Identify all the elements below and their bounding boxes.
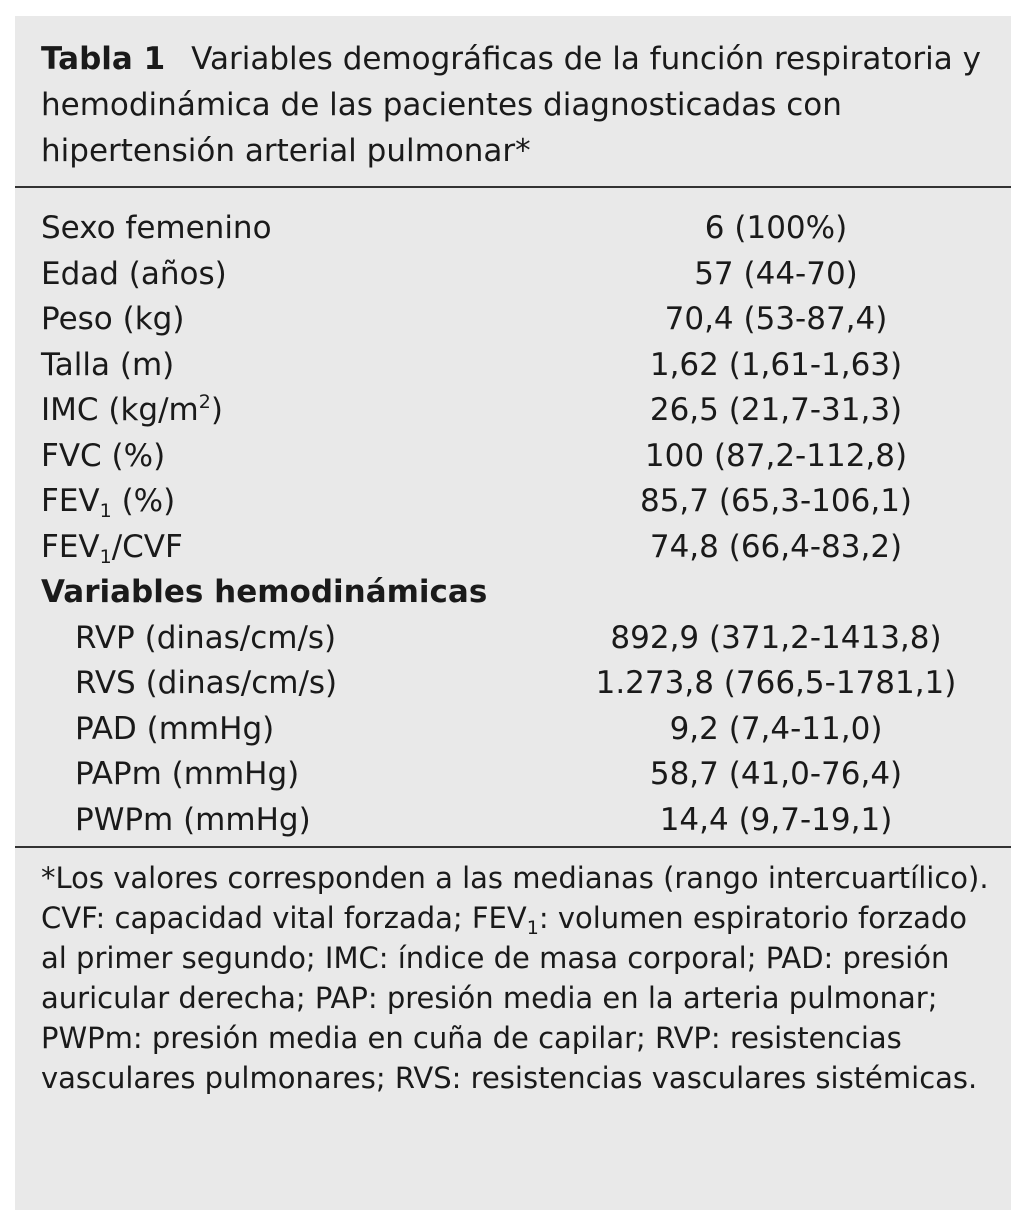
- row-label: Talla (m): [41, 346, 175, 383]
- row-label: PWPm (mmHg): [75, 801, 311, 838]
- row-value: 74,8 (66,4-83,2): [649, 528, 903, 565]
- row-label-text: IMC (kg/m: [41, 392, 199, 428]
- row-value: 1.273,8 (766,5-1781,1): [595, 665, 957, 701]
- row-value: 70,4 (53-87,4): [664, 301, 888, 337]
- subscript: 1: [99, 545, 112, 568]
- footer-rule: [15, 846, 1011, 848]
- table-row: [15, 434, 1011, 480]
- table-number: Tabla 1: [41, 41, 166, 77]
- table-body: [15, 206, 1011, 843]
- table-caption: [41, 36, 991, 174]
- row-label: Peso (kg): [41, 301, 185, 337]
- row-value: 1,62 (1,61-1,63): [649, 346, 903, 383]
- subscript: 1: [99, 500, 112, 522]
- row-value: 85,7 (65,3-106,1): [639, 483, 913, 519]
- row-label-text: FEV: [41, 528, 100, 565]
- row-label: Sexo femenino: [41, 210, 272, 246]
- table-panel: [15, 16, 1011, 1210]
- row-value: 26,5 (21,7-31,3): [649, 392, 903, 428]
- footnote-text: : volumen espiratorio forzado al primer segundo; IMC: índice de masa corporal; PAD: presión auricular derecha; PAP: presión media en la arteria pulmonar; PWPm: presión media en cuña de capilar; RVP: resistencias vasculares pulmonares; RVS: resistencias vasculares sistémicas.: [41, 901, 978, 1095]
- row-label-text: FEV: [41, 483, 100, 519]
- subscript: 1: [526, 917, 539, 939]
- table-footnotes: [41, 858, 991, 1098]
- row-label-text: ): [210, 392, 223, 428]
- row-label: PAD (mmHg): [75, 710, 275, 747]
- row-label: RVS (dinas/cm/s): [75, 665, 338, 701]
- table-row: [15, 252, 1011, 298]
- table-row: [15, 343, 1011, 389]
- table-row: [15, 206, 1011, 252]
- table-title: Variables demográficas de la función respiratoria y hemodinámica de las pacientes diagnosticadas con hipertensión arterial pulmonar*: [41, 41, 981, 169]
- section-heading-row: [15, 570, 1011, 616]
- row-label: [41, 479, 175, 525]
- table-row: [15, 297, 1011, 343]
- row-label-text: (%): [111, 483, 176, 519]
- row-value: 14,4 (9,7-19,1): [659, 801, 893, 838]
- row-value: 58,7 (41,0-76,4): [649, 756, 903, 792]
- table-row: [15, 752, 1011, 798]
- row-label: [41, 525, 183, 571]
- row-label: Edad (años): [41, 255, 227, 292]
- table-row: [15, 661, 1011, 707]
- row-label: RVP (dinas/cm/s): [75, 619, 337, 656]
- footnote-abbreviations: [41, 898, 991, 1098]
- row-label-text: /CVF: [111, 528, 183, 565]
- footnote-values: *Los valores corresponden a las medianas (rango intercuartílico).: [41, 861, 989, 895]
- table-row: [15, 798, 1011, 844]
- table-row: [15, 616, 1011, 662]
- row-value: 57 (44-70): [694, 255, 858, 292]
- row-value: 9,2 (7,4-11,0): [669, 710, 883, 747]
- row-label: PAPm (mmHg): [75, 756, 300, 792]
- section-heading: Variables hemodinámicas: [41, 574, 488, 610]
- row-value: 6 (100%): [704, 210, 848, 246]
- row-label: [41, 388, 223, 434]
- row-value: 892,9 (371,2-1413,8): [610, 619, 942, 656]
- row-label: FVC (%): [41, 437, 166, 474]
- row-value: 100 (87,2-112,8): [644, 437, 908, 474]
- footnote-text: CVF: capacidad vital forzada; FEV: [41, 901, 527, 935]
- superscript: 2: [198, 391, 211, 413]
- table-row: [15, 479, 1011, 525]
- header-rule: [15, 186, 1011, 188]
- table-row: [15, 388, 1011, 434]
- table-row: [15, 707, 1011, 753]
- table-row: [15, 525, 1011, 571]
